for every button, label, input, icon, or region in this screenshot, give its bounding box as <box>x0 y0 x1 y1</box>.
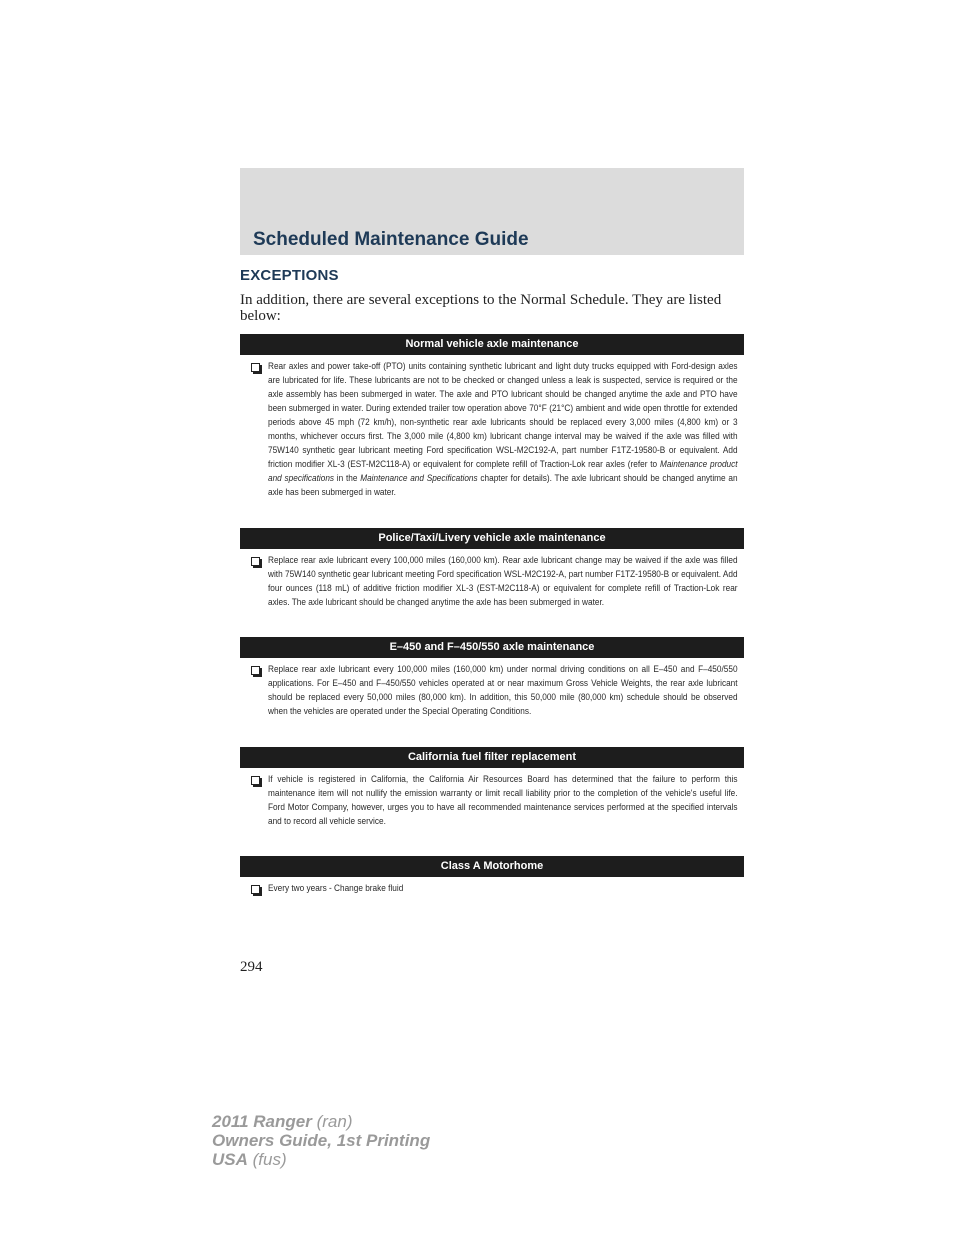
page-number: 294 <box>240 959 263 975</box>
checkbox-icon <box>251 776 260 785</box>
block-text: Rear axles and power take-off (PTO) units containing synthetic lubricant and light duty trucks equipped with Ford-design axles are lubricated for life. These lubricants are not to be checked or changed unless a leak is suspected, service is required or the axle assembly has been submerged in water. The axle and PTO lubricant should be changed anytime the axle and PTO have been submerged in water. During extended trailer tow operation above 70°F (21°C) ambient and wide open throttle for extended periods above 45 mph (72 km/h), non-synthetic rear axle lubricants should be replaced every 3,000 miles (4,800 km) or 3 months, whichever occurs first. The 3,000 mile (4,800 km) lubricant change interval may be waived if the axle was filled with 75W140 synthetic gear lubricant meeting Ford specification WSL-M2C192-A, part number F1TZ-19580-B or equivalent. Add friction modifier XL-3 (EST-M2C118-A) or equivalent for complete refill of Traction-Lok rear axles (refer to Maintenance product and specifications in the Maintenance and Specifications chapter for details). The axle lubricant should be changed anytime an axle has been submerged in water. <box>268 361 738 498</box>
exception-block-police-axle <box>240 528 744 610</box>
exception-block-california-fuel <box>240 747 744 829</box>
footer-line-1: 2011 Ranger (ran) <box>212 1112 353 1131</box>
exception-block-e450-axle <box>240 637 744 719</box>
block-title: California fuel filter replacement <box>240 747 744 768</box>
checkbox-icon <box>251 666 260 675</box>
print-footer <box>212 1112 430 1169</box>
block-title: Normal vehicle axle maintenance <box>240 334 744 355</box>
checkbox-icon <box>251 363 260 372</box>
block-text: Replace rear axle lubricant every 100,000 miles (160,000 km) under normal driving conditions on all E–450 and F–450/550 applications. For E–450 and F–450/550 vehicles operated at or near maximum Gross Vehicle Weights, the rear axle lubricant should be replaced every 50,000 miles (80,000 km). In addition, this 50,000 mile (80,000 km) schedule should be observed when the vehicles are operated under the Special Operating Conditions. <box>268 664 738 717</box>
footer-line-2: Owners Guide, 1st Printing <box>212 1131 431 1150</box>
chapter-title: Scheduled Maintenance Guide <box>253 229 529 250</box>
exception-block-normal-axle <box>240 334 744 500</box>
checkbox-icon <box>251 557 260 566</box>
block-body <box>240 663 744 719</box>
block-body <box>240 882 744 896</box>
block-title: E–450 and F–450/550 axle maintenance <box>240 637 744 658</box>
exception-block-class-a-motorhome <box>240 856 744 896</box>
block-body <box>240 554 744 610</box>
block-text: Replace rear axle lubricant every 100,000 miles (160,000 km). Rear axle lubricant change may be waived if the axle was filled with 75W140 synthetic gear lubricant meeting Ford specification WSL-M2C192-A, part number F1TZ-19580-B or equivalent. Add four ounces (118 mL) of additive friction modifier XL-3 (EST-M2C118-A) or equivalent for complete refill of Traction-Lok rear axles. The axle lubricant should be changed anytime the axle has been submerged in water. <box>268 555 738 608</box>
chapter-header-band <box>240 168 744 255</box>
checkbox-icon <box>251 885 260 894</box>
block-body <box>240 773 744 829</box>
block-title: Class A Motorhome <box>240 856 744 877</box>
block-title: Police/Taxi/Livery vehicle axle maintenance <box>240 528 744 549</box>
block-text: Every two years - Change brake fluid <box>268 883 404 894</box>
intro-paragraph: In addition, there are several exceptions to the Normal Schedule. They are listed below: <box>240 292 722 324</box>
block-body <box>240 360 744 500</box>
block-text: If vehicle is registered in California, the California Air Resources Board has determined that the failure to perform this maintenance item will not nullify the emission warranty or limit recall liability prior to the completion of the vehicle's useful life. Ford Motor Company, however, urges you to have all recommended maintenance services performed at the specified intervals and to record all vehicle service. <box>268 774 738 827</box>
section-heading: EXCEPTIONS <box>240 267 339 284</box>
footer-line-3: USA (fus) <box>212 1150 287 1169</box>
